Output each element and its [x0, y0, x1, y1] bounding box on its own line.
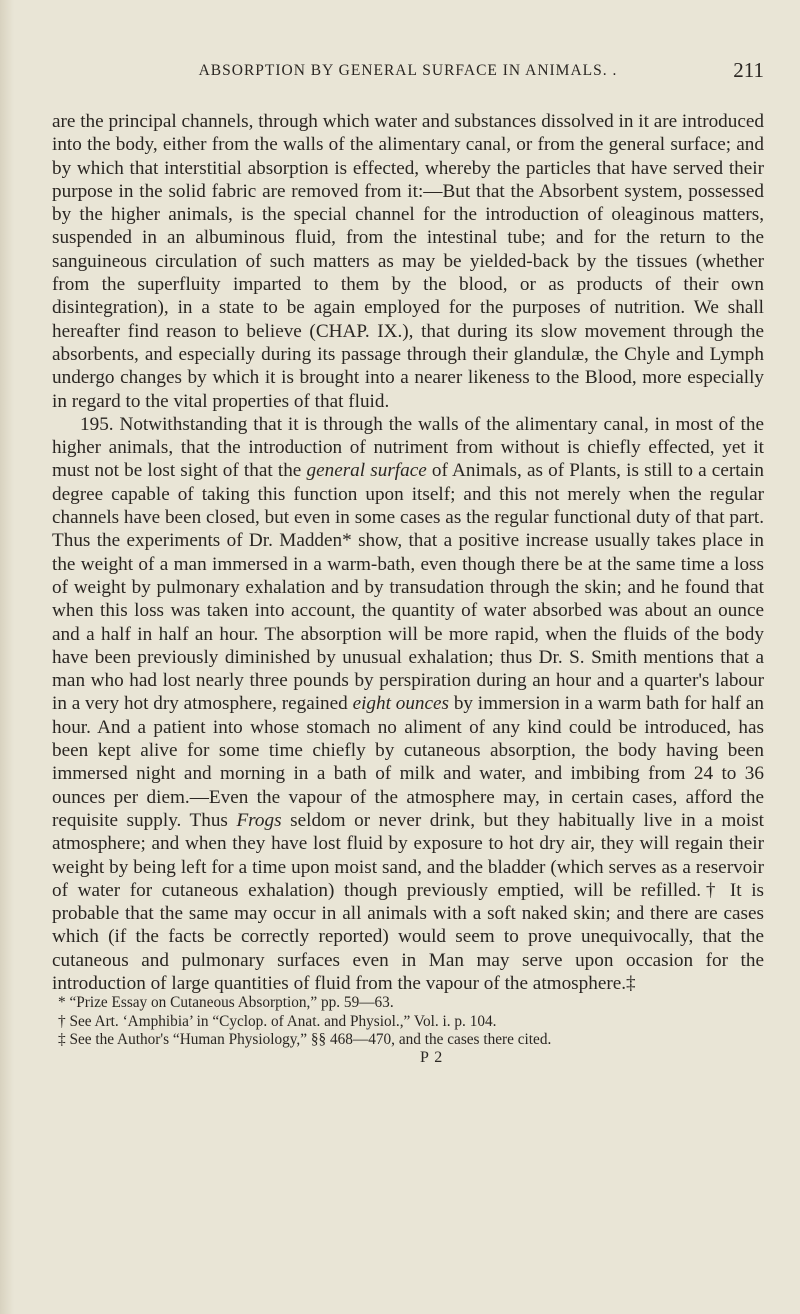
running-head: ABSORPTION BY GENERAL SURFACE IN ANIMALS. . [198, 62, 618, 79]
page-header [52, 58, 764, 82]
footnotes [58, 994, 764, 1050]
text-run: ), that during its slow movement through the absorbents, and especially during its passage through their glandulæ, the Chyle and Lymph undergo changes by which it is brought into a nearer likeness to the Blood, more especially in regard to the vital properties of that fluid. [52, 320, 764, 412]
printer-signature: P 2 [420, 1049, 444, 1066]
text-run: are the principal channels, through which water and substances dissolved in it are introduced into the body, either from the walls of the alimentary canal, or from the general surface; and by which that interstitial absorption is effected, whereby the particles that have served their purpose in the solid fabric are removed from it:—But that the Absorbent system, possessed by the higher animals, is the special channel for the introduction of oleaginous matters, suspended in an albuminous fluid, from the intestinal tube; and for the return to the sanguineous circulation of such matters as may be yielded-back by the tissues (whether from the superfluity imparted to them by the blood, or as products of their own disintegration), in a state to be again employed for the purposes of nutrition. We shall hereafter find reason to believe ( [52, 111, 764, 342]
footnote: ‡ See the Author's “Human Physiology,” §§ 468—470, and the cases there cited. [58, 1031, 552, 1049]
text-run: 195. Notwithstanding that it is through the walls of the alimentary canal, in most of the higher animals, that the introduction of nutriment from without is chiefly effected, yet it must not be lost sight of that the [52, 413, 764, 482]
body-text [52, 110, 764, 995]
italic-phrase: general surface [306, 460, 427, 482]
text-run: of Animals, as of Plants, is still to a certain degree capable of taking this function upon itself; and this not merely when the regular channels have been closed, but even in some cases as the regular functional duty of that part. Thus the experiments of Dr. Madden* show, that a positive increase usually takes place in the weight of a man immersed in a warm-bath, even though there be at the same time a loss of weight by pulmonary exhalation and by transudation through the skin; and he found that when this loss was taken into account, the quantity of water absorbed was about an ounce and a half in half an hour. The absorption will be more rapid, when the fluids of the body have been previously diminished by unusual exhalation; thus Dr. S. Smith mentions that a man who had lost nearly three pounds by perspiration during an hour and a quarter's labour in a very hot dry atmosphere, regained [52, 460, 765, 715]
footnote: † See Art. ‘Amphibia’ in “Cyclop. of Anat. and Physiol.,” Vol. i. p. 104. [58, 1012, 497, 1030]
page-number: 211 [733, 58, 764, 82]
italic-phrase: eight ounces [352, 693, 450, 715]
chapter-reference: CHAP. IX. [315, 320, 403, 342]
text-run: seldom or never drink, but they habitually live in a moist atmosphere; and when they have lost fluid by exposure to hot dry air, they will regain their weight by being left for a time upon moist sand, and the bladder (which serves as a reservoir of water for cutaneous exhalation) though previously emptied, will be refilled.† It is probable that the same may occur in all animals with a soft naked skin; and there are cases which (if the facts be correctly reported) would seem to prove unequivocally, that the cutaneous and pulmonary surfaces even in Man may serve upon occasion for the introduction of large quantities of fluid from the vapour of the atmosphere.‡ [52, 809, 764, 994]
italic-phrase: Frogs [236, 809, 282, 831]
paragraph [52, 110, 764, 413]
footnote: * “Prize Essay on Cutaneous Absorption,” pp. 59—63. [58, 994, 394, 1011]
page-binding-shadow [0, 0, 14, 1314]
paragraph-195 [52, 413, 764, 995]
text-run: by immersion in a warm bath for half an hour. And a patient into whose stomach no aliment of any kind could be introduced, has been kept alive for some time chiefly by cutaneous absorption, the body having been immersed night and morning in a bath of milk and water, and imbibing from 24 to 36 ounces per diem.—Even the vapour of the atmosphere may, in certain cases, afford the requisite supply. Thus [52, 693, 764, 831]
